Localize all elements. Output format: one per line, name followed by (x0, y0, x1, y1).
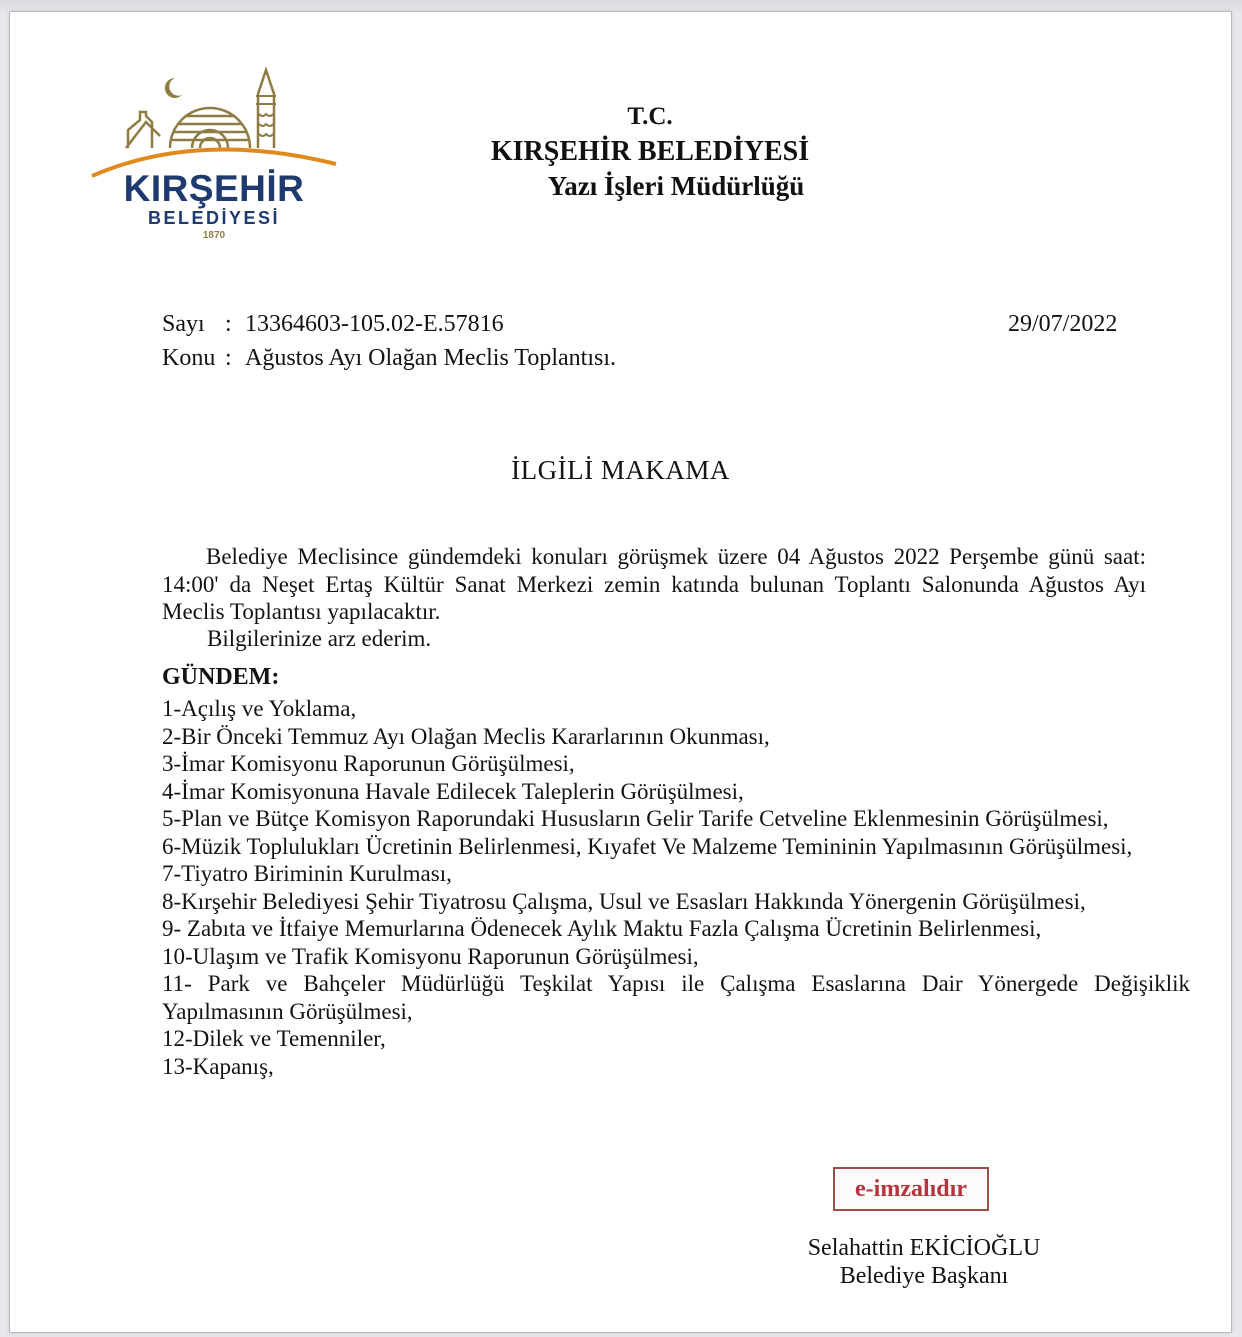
body-paragraph: Belediye Meclisince gündemdeki konuları görüşmek üzere 04 Ağustos 2022 Perşembe günü saat: 14:00' da Neşet Ertaş Kültür Sanat Merkezi zemin katında bulunan Toplantı Salonunda Ağustos Ayı Meclis Toplantısı yapılacaktır. (162, 544, 1146, 624)
agenda-item-9: 9- Zabıta ve İtfaiye Memurlarına Ödenecek Aylık Maktu Fazla Çalışma Ücretinin Belirlenmesi, (162, 916, 1042, 941)
agenda-section (162, 663, 1190, 1080)
sayi-label: Sayı (162, 311, 205, 337)
agenda-item-13: 13-Kapanış, (162, 1053, 274, 1079)
meta-row-konu (162, 341, 616, 375)
logo-subtitle: BELEDİYESİ (147, 208, 281, 228)
agenda-item-2: 2-Bir Önceki Temmuz Ayı Olağan Meclis Kararlarının Okunması, (162, 723, 770, 749)
letterhead-republic: T.C. (627, 103, 673, 130)
agenda-item-6: 6-Müzik Toplulukları Ücretinin Belirlenmesi, Kıyafet Ve Malzeme Temininin Yapılmasının Görüşülmesi, (162, 833, 1133, 859)
letterhead-institution: KIRŞEHİR BELEDİYESİ (490, 135, 810, 167)
agenda-item-1: 1-Açılış ve Yoklama, (162, 696, 357, 721)
document-date: 29/07/2022 (1008, 311, 1118, 337)
kirsehir-belediyesi-logo (88, 56, 340, 242)
konu-separator: : (225, 345, 232, 371)
logo-city-name: KIRŞEHİR (123, 168, 305, 209)
agenda-item-8: 8-Kırşehir Belediyesi Şehir Tiyatrosu Çalışma, Usul ve Esasları Hakkında Yönergenin Görüşülmesi, (162, 888, 1086, 914)
addressee-title: İLGİLİ MAKAMA (511, 455, 730, 485)
letterhead (360, 100, 940, 204)
konu-value: Ağustos Ayı Olağan Meclis Toplantısı. (245, 345, 616, 371)
sayi-separator: : (225, 311, 232, 337)
agenda-item-7: 7-Tiyatro Biriminin Kurulması, (162, 861, 452, 886)
meta-row-sayi (162, 307, 616, 341)
document-page (9, 11, 1232, 1333)
agenda-heading: GÜNDEM: (162, 664, 280, 690)
e-signature-stamp: e-imzalıdır (833, 1167, 989, 1211)
signer-name: Selahattin EKİCİOĞLU (807, 1235, 1041, 1261)
logo-year: 1870 (202, 229, 226, 241)
agenda-item-5: 5-Plan ve Bütçe Komisyon Raporundaki Hususların Gelir Tarife Cetveline Eklenmesinin Görüşülmesi, (162, 806, 1109, 831)
sayi-value: 13364603-105.02-E.57816 (245, 311, 504, 337)
mosque-skyline-icon (88, 56, 340, 182)
body-closing: Bilgilerinize arz ederim. (207, 626, 432, 651)
agenda-item-3: 3-İmar Komisyonu Raporunun Görüşülmesi, (162, 751, 575, 776)
agenda-item-11: 11- Park ve Bahçeler Müdürlüğü Teşkilat Yapısı ile Çalışma Esaslarına Dair Yönergede Değişiklik Yapılmasının Görüşülmesi, (162, 971, 1190, 1024)
document-meta (162, 307, 616, 375)
agenda-item-10: 10-Ulaşım ve Trafik Komisyonu Raporunun Görüşülmesi, (162, 943, 699, 969)
konu-label: Konu (162, 345, 216, 371)
agenda-item-4: 4-İmar Komisyonuna Havale Edilecek Taleplerin Görüşülmesi, (162, 778, 744, 804)
letterhead-department: Yazı İşleri Müdürlüğü (547, 171, 805, 202)
signer-title: Belediye Başkanı (839, 1263, 1009, 1289)
agenda-item-12: 12-Dilek ve Temenniler, (162, 1026, 386, 1051)
